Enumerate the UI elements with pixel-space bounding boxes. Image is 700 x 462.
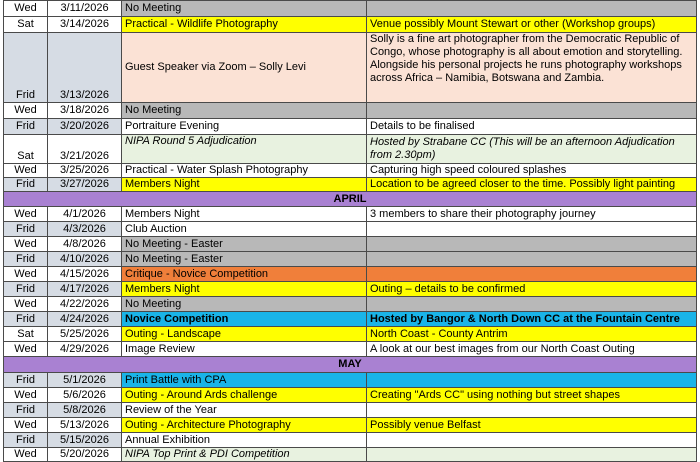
table-row (4, 433, 697, 448)
date-cell: 3/18/2026 (48, 103, 122, 119)
table-row (4, 267, 697, 282)
day-cell: Wed (4, 297, 48, 312)
date-cell: 5/13/2026 (48, 418, 122, 433)
date-cell: 4/24/2026 (48, 312, 122, 327)
day-cell: Frid (4, 282, 48, 297)
table-row (4, 327, 697, 342)
date-cell: 4/29/2026 (48, 342, 122, 357)
day-cell: Sat (4, 135, 48, 164)
day-cell: Frid (4, 403, 48, 418)
notes-cell (367, 373, 697, 388)
day-cell: Wed (4, 342, 48, 357)
event-cell: Critique - Novice Competition (122, 267, 367, 282)
day-cell: Wed (4, 1, 48, 17)
date-cell: 5/6/2026 (48, 388, 122, 403)
date-cell: 4/15/2026 (48, 267, 122, 282)
month-header-row (4, 192, 697, 207)
table-row (4, 164, 697, 178)
table-row (4, 448, 697, 462)
event-cell: No Meeting (122, 297, 367, 312)
table-row (4, 1, 697, 17)
event-cell: Outing - Landscape (122, 327, 367, 342)
notes-cell (367, 448, 697, 462)
notes-cell (367, 252, 697, 267)
event-cell: No Meeting - Easter (122, 237, 367, 252)
date-cell: 5/1/2026 (48, 373, 122, 388)
notes-cell (367, 267, 697, 282)
notes-cell: A look at our best images from our North Coast Outing (367, 342, 697, 357)
table-row (4, 418, 697, 433)
date-cell: 3/21/2026 (48, 135, 122, 164)
event-cell: Print Battle with CPA (122, 373, 367, 388)
event-cell: Club Auction (122, 222, 367, 237)
day-cell: Frid (4, 252, 48, 267)
event-cell: No Meeting (122, 103, 367, 119)
table-row (4, 388, 697, 403)
event-cell: Annual Exhibition (122, 433, 367, 448)
date-cell: 3/13/2026 (48, 33, 122, 103)
schedule-table (3, 0, 697, 462)
table-row (4, 17, 697, 33)
date-cell: 4/1/2026 (48, 207, 122, 222)
notes-cell (367, 237, 697, 252)
date-cell: 5/8/2026 (48, 403, 122, 418)
event-cell: Portraiture Evening (122, 119, 367, 135)
date-cell: 3/25/2026 (48, 164, 122, 178)
date-cell: 3/11/2026 (48, 1, 122, 17)
notes-cell: North Coast - County Antrim (367, 327, 697, 342)
table-row (4, 403, 697, 418)
day-cell: Wed (4, 418, 48, 433)
table-row (4, 103, 697, 119)
date-cell: 5/25/2026 (48, 327, 122, 342)
table-row (4, 33, 697, 103)
day-cell: Frid (4, 312, 48, 327)
day-cell: Wed (4, 388, 48, 403)
day-cell: Frid (4, 373, 48, 388)
notes-cell (367, 1, 697, 17)
day-cell: Wed (4, 164, 48, 178)
table-row (4, 297, 697, 312)
event-cell: Review of the Year (122, 403, 367, 418)
date-cell: 4/22/2026 (48, 297, 122, 312)
date-cell: 5/20/2026 (48, 448, 122, 462)
event-cell: Members Night (122, 207, 367, 222)
day-cell: Frid (4, 33, 48, 103)
table-row (4, 282, 697, 297)
table-row (4, 312, 697, 327)
month-header-april: APRIL (4, 192, 697, 207)
notes-cell: Capturing high speed coloured splashes (367, 164, 697, 178)
notes-cell (367, 297, 697, 312)
notes-cell: 3 members to share their photography journey (367, 207, 697, 222)
date-cell: 3/27/2026 (48, 178, 122, 192)
notes-cell: Creating "Ards CC" using nothing but street shapes (367, 388, 697, 403)
event-cell: Members Night (122, 282, 367, 297)
notes-cell (367, 433, 697, 448)
month-header-may: MAY (4, 357, 697, 373)
date-cell: 5/15/2026 (48, 433, 122, 448)
notes-cell (367, 222, 697, 237)
day-cell: Frid (4, 178, 48, 192)
table-row (4, 135, 697, 164)
day-cell: Sat (4, 17, 48, 33)
event-cell: No Meeting - Easter (122, 252, 367, 267)
date-cell: 3/14/2026 (48, 17, 122, 33)
notes-cell: Venue possibly Mount Stewart or other (Workshop groups) (367, 17, 697, 33)
table-row (4, 207, 697, 222)
day-cell: Wed (4, 448, 48, 462)
day-cell: Frid (4, 433, 48, 448)
notes-cell: Hosted by Bangor & North Down CC at the Fountain Centre (367, 312, 697, 327)
date-cell: 3/20/2026 (48, 119, 122, 135)
event-cell: Image Review (122, 342, 367, 357)
event-cell: Practical - Water Splash Photography (122, 164, 367, 178)
day-cell: Frid (4, 222, 48, 237)
notes-cell: Location to be agreed closer to the time. Possibly light painting (367, 178, 697, 192)
table-row (4, 252, 697, 267)
date-cell: 4/17/2026 (48, 282, 122, 297)
date-cell: 4/3/2026 (48, 222, 122, 237)
notes-cell: Outing – details to be confirmed (367, 282, 697, 297)
notes-cell (367, 103, 697, 119)
event-cell: Guest Speaker via Zoom – Solly Levi (122, 33, 367, 103)
event-cell: NIPA Top Print & PDI Competition (122, 448, 367, 462)
day-cell: Wed (4, 103, 48, 119)
day-cell: Sat (4, 327, 48, 342)
event-cell: Novice Competition (122, 312, 367, 327)
event-cell: No Meeting (122, 1, 367, 17)
event-cell: Outing - Around Ards challenge (122, 388, 367, 403)
table-row (4, 373, 697, 388)
day-cell: Wed (4, 267, 48, 282)
event-cell: Practical - Wildlife Photography (122, 17, 367, 33)
notes-cell: Solly is a fine art photographer from the Democratic Republic of Congo, whose photography is all about emotion and storytelling. Alongside his personal projects he runs photography workshops across Africa – Namibia, Botswana and Zambia. (367, 33, 697, 103)
month-header-row (4, 357, 697, 373)
notes-cell: Possibly venue Belfast (367, 418, 697, 433)
table-row (4, 119, 697, 135)
event-cell: Members Night (122, 178, 367, 192)
table-row (4, 178, 697, 192)
day-cell: Wed (4, 237, 48, 252)
event-cell: Outing - Architecture Photography (122, 418, 367, 433)
day-cell: Wed (4, 207, 48, 222)
notes-cell: Hosted by Strabane CC (This will be an afternoon Adjudication from 2.30pm) (367, 135, 697, 164)
table-row (4, 342, 697, 357)
day-cell: Frid (4, 119, 48, 135)
date-cell: 4/8/2026 (48, 237, 122, 252)
table-row (4, 222, 697, 237)
event-cell: NIPA Round 5 Adjudication (122, 135, 367, 164)
date-cell: 4/10/2026 (48, 252, 122, 267)
notes-cell (367, 403, 697, 418)
notes-cell: Details to be finalised (367, 119, 697, 135)
table-row (4, 237, 697, 252)
